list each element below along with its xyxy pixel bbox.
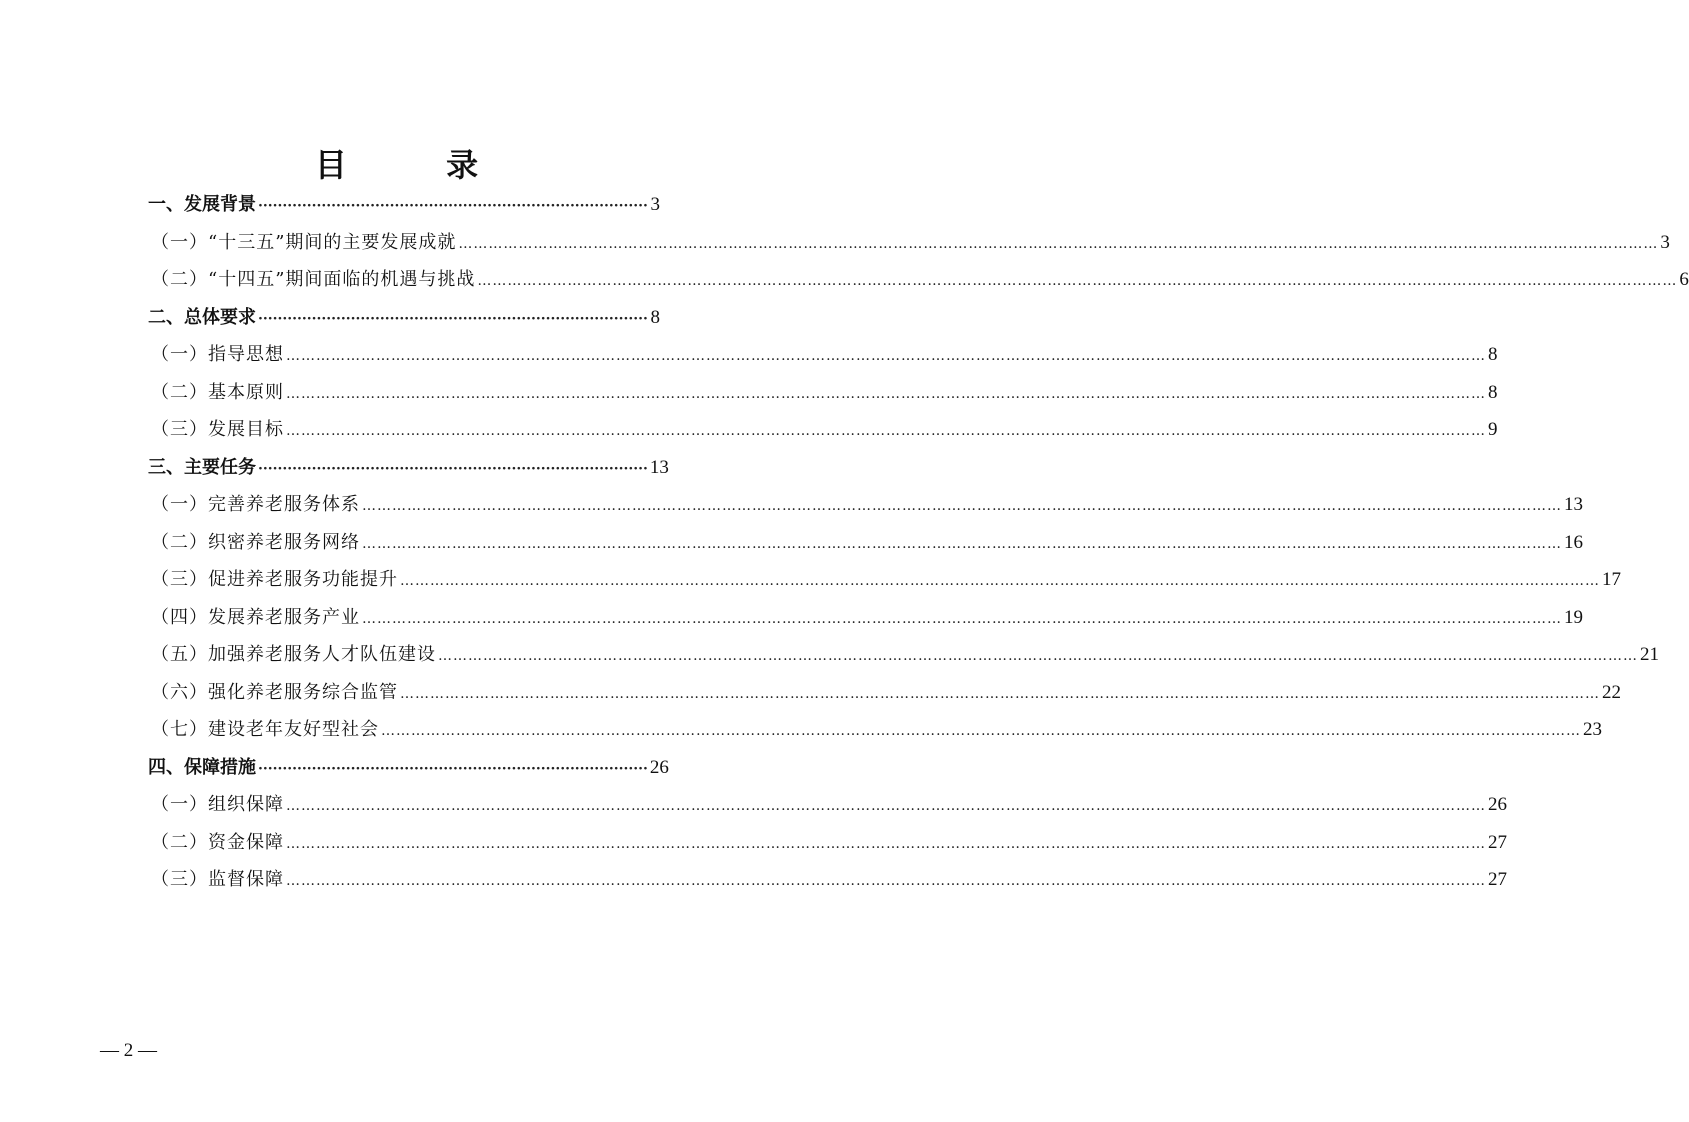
toc-entry-page-number: 8 [650, 306, 660, 328]
toc-dot-leader: …………………………………………………………………………………………………………………………………………………………………………………………………………………… [286, 385, 1486, 402]
toc-entry-label: （七）建设老年友好型社会 [151, 719, 379, 740]
toc-entry-page-number: 26 [1488, 794, 1507, 815]
toc-entry-page-number: 16 [1564, 531, 1583, 553]
toc-subsection-entry[interactable] [148, 224, 1670, 262]
toc-entry-page-number: 13 [1564, 494, 1583, 515]
toc-subsection-entry[interactable] [148, 336, 1498, 374]
toc-dot-leader: ················································································ [258, 198, 648, 214]
toc-entry-page-number: 8 [1488, 344, 1498, 365]
toc-subsection-entry[interactable] [148, 411, 1498, 449]
toc-entry-label: （二）资金保障 [151, 831, 284, 853]
toc-entry-label: （四）发展养老服务产业 [151, 606, 360, 628]
toc-subsection-entry[interactable] [148, 261, 1689, 299]
table-of-contents [148, 186, 1689, 899]
toc-entry-page-number: 3 [650, 194, 660, 215]
toc-entry-label: （二）基本原则 [151, 381, 284, 403]
toc-entry-page-number: 21 [1640, 644, 1659, 665]
toc-dot-leader: …………………………………………………………………………………………………………………………………………………………………………………………………………………… [286, 798, 1486, 814]
toc-entry-label: 四、保障措施 [148, 756, 256, 778]
toc-section-entry[interactable] [148, 449, 669, 487]
toc-dot-leader: …………………………………………………………………………………………………………………………………………………………………………………………………………………… [438, 648, 1638, 664]
toc-entry-label: （五）加强养老服务人才队伍建设 [151, 644, 436, 665]
toc-dot-leader: …………………………………………………………………………………………………………………………………………………………………………………………………………………… [286, 348, 1486, 364]
toc-dot-leader: ················································································ [258, 310, 648, 327]
toc-subsection-entry[interactable] [148, 599, 1583, 637]
toc-dot-leader: ················································································ [258, 760, 648, 777]
toc-entry-page-number: 6 [1679, 269, 1689, 290]
toc-entry-page-number: 22 [1602, 681, 1621, 703]
toc-entry-label: 一、发展背景 [148, 194, 256, 215]
toc-dot-leader: …………………………………………………………………………………………………………………………………………………………………………………………………………………… [477, 273, 1678, 289]
toc-entry-page-number: 9 [1488, 419, 1498, 440]
toc-section-entry[interactable] [148, 299, 660, 337]
toc-entry-page-number: 27 [1488, 831, 1507, 853]
toc-section-entry[interactable] [148, 186, 660, 224]
page-number-footer: — 2 — [100, 1040, 157, 1061]
toc-entry-label: （三）发展目标 [151, 419, 284, 440]
toc-dot-leader: …………………………………………………………………………………………………………………………………………………………………………………………………………………… [362, 610, 1562, 627]
toc-dot-leader: …………………………………………………………………………………………………………………………………………………………………………………………………………………… [286, 873, 1486, 889]
toc-dot-leader: …………………………………………………………………………………………………………………………………………………………………………………………………………………… [400, 685, 1600, 702]
toc-dot-leader: …………………………………………………………………………………………………………………………………………………………………………………………………………………… [400, 573, 1600, 589]
toc-entry-label: （三）促进养老服务功能提升 [151, 569, 398, 590]
toc-dot-leader: …………………………………………………………………………………………………………………………………………………………………………………………………………………… [286, 835, 1486, 852]
toc-dot-leader: …………………………………………………………………………………………………………………………………………………………………………………………………………………… [362, 498, 1562, 514]
toc-entry-page-number: 17 [1602, 569, 1621, 590]
toc-subsection-entry[interactable] [148, 786, 1507, 824]
page-title: 目 录 [314, 146, 523, 184]
toc-entry-label: （一）指导思想 [151, 344, 284, 365]
toc-subsection-entry[interactable] [148, 674, 1621, 712]
toc-subsection-entry[interactable] [148, 861, 1507, 899]
toc-entry-label: （六）强化养老服务综合监管 [151, 681, 398, 703]
toc-section-entry[interactable] [148, 749, 669, 787]
toc-entry-label: （二）“十四五”期间面临的机遇与挑战 [151, 269, 476, 290]
toc-entry-label: （三）监督保障 [151, 869, 284, 890]
toc-entry-page-number: 8 [1488, 381, 1498, 403]
toc-subsection-entry[interactable] [148, 561, 1621, 599]
toc-entry-page-number: 23 [1583, 719, 1602, 740]
toc-entry-label: （一）组织保障 [151, 794, 284, 815]
toc-entry-page-number: 3 [1660, 231, 1670, 253]
toc-subsection-entry[interactable] [148, 824, 1507, 862]
toc-subsection-entry[interactable] [148, 524, 1583, 562]
toc-subsection-entry[interactable] [148, 486, 1583, 524]
toc-dot-leader: …………………………………………………………………………………………………………………………………………………………………………………………………………………… [286, 423, 1486, 439]
toc-subsection-entry[interactable] [148, 374, 1498, 412]
toc-subsection-entry[interactable] [148, 636, 1659, 674]
toc-entry-label: （二）织密养老服务网络 [151, 531, 360, 553]
toc-dot-leader: …………………………………………………………………………………………………………………………………………………………………………………………………………………… [381, 723, 1581, 739]
toc-entry-label: （一）“十三五”期间的主要发展成就 [151, 231, 457, 253]
toc-entry-page-number: 19 [1564, 606, 1583, 628]
toc-subsection-entry[interactable] [148, 711, 1602, 749]
toc-dot-leader: …………………………………………………………………………………………………………………………………………………………………………………………………………………… [458, 235, 1659, 252]
toc-entry-page-number: 26 [649, 756, 669, 778]
toc-entry-label: 二、总体要求 [148, 306, 256, 328]
toc-dot-leader: ················································································ [258, 460, 648, 477]
toc-entry-page-number: 27 [1488, 869, 1507, 890]
toc-entry-label: （一）完善养老服务体系 [151, 494, 360, 515]
toc-entry-page-number: 13 [649, 456, 669, 478]
toc-entry-label: 三、主要任务 [148, 456, 256, 478]
toc-dot-leader: …………………………………………………………………………………………………………………………………………………………………………………………………………………… [362, 535, 1562, 552]
